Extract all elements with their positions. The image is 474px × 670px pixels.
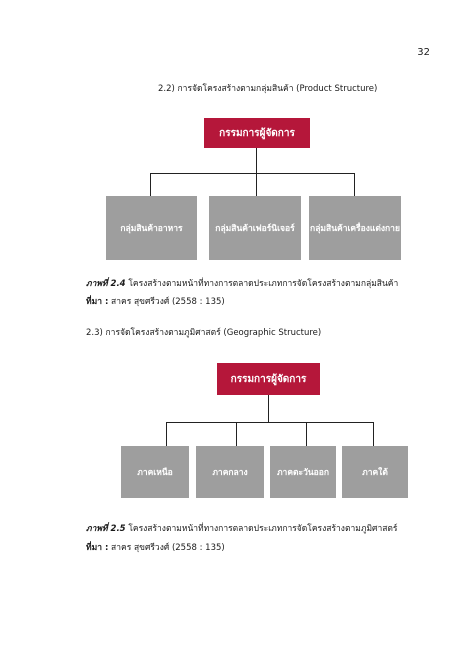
caption-text: โครงสร้างตามหน้าที่ทางการตลาดประเภทการจัดโครงสร้างตามกลุ่มสินค้า — [128, 279, 399, 289]
org-box-managing-director: กรรมการผู้จัดการ — [217, 363, 320, 395]
connector-line — [150, 173, 151, 196]
figure-source-2-4 — [86, 294, 225, 308]
caption-label: ภาพที่ 2.4 — [86, 279, 126, 289]
figure-source-2-5 — [86, 540, 225, 554]
connector-line — [166, 422, 167, 446]
org-box-north: ภาคเหนือ — [121, 446, 189, 498]
connector-line — [373, 422, 374, 446]
org-box-furniture: กลุ่มสินค้าเฟอร์นิเจอร์ — [209, 196, 301, 260]
connector-line — [354, 173, 355, 196]
connector-line — [268, 395, 269, 423]
figure-caption-2-5 — [86, 521, 398, 535]
figure-caption-2-4 — [86, 276, 398, 290]
org-box-food: กลุ่มสินค้าอาหาร — [106, 196, 197, 260]
org-box-managing-director: กรรมการผู้จัดการ — [204, 118, 310, 148]
connector-line — [256, 148, 257, 174]
source-text: สาคร สุขศรีวงศ์ (2558 : 135) — [111, 543, 225, 553]
caption-text: โครงสร้างตามหน้าที่ทางการตลาดประเภทการจัดโครงสร้างตามภูมิศาสตร์ — [128, 524, 398, 534]
source-label: ที่มา : — [86, 297, 109, 307]
source-text: สาคร สุขศรีวงศ์ (2558 : 135) — [111, 297, 225, 307]
connector-line — [150, 173, 355, 174]
org-box-south: ภาคใต้ — [342, 446, 408, 498]
caption-label: ภาพที่ 2.5 — [86, 524, 126, 534]
connector-line — [306, 422, 307, 446]
section-heading-product: 2.2) การจัดโครงสร้างตามกลุ่มสินค้า (Product Structure) — [158, 84, 378, 94]
section-heading-geographic: 2.3) การจัดโครงสร้างตามภูมิศาสตร์ (Geographic Structure) — [86, 328, 322, 338]
connector-line — [236, 422, 237, 446]
org-box-east: ภาคตะวันออก — [270, 446, 336, 498]
source-label: ที่มา : — [86, 543, 109, 553]
connector-line — [256, 173, 257, 196]
org-box-central: ภาคกลาง — [196, 446, 264, 498]
page-number: 32 — [417, 47, 430, 58]
connector-line — [166, 422, 374, 423]
org-box-apparel: กลุ่มสินค้าเครื่องแต่งกาย — [309, 196, 401, 260]
